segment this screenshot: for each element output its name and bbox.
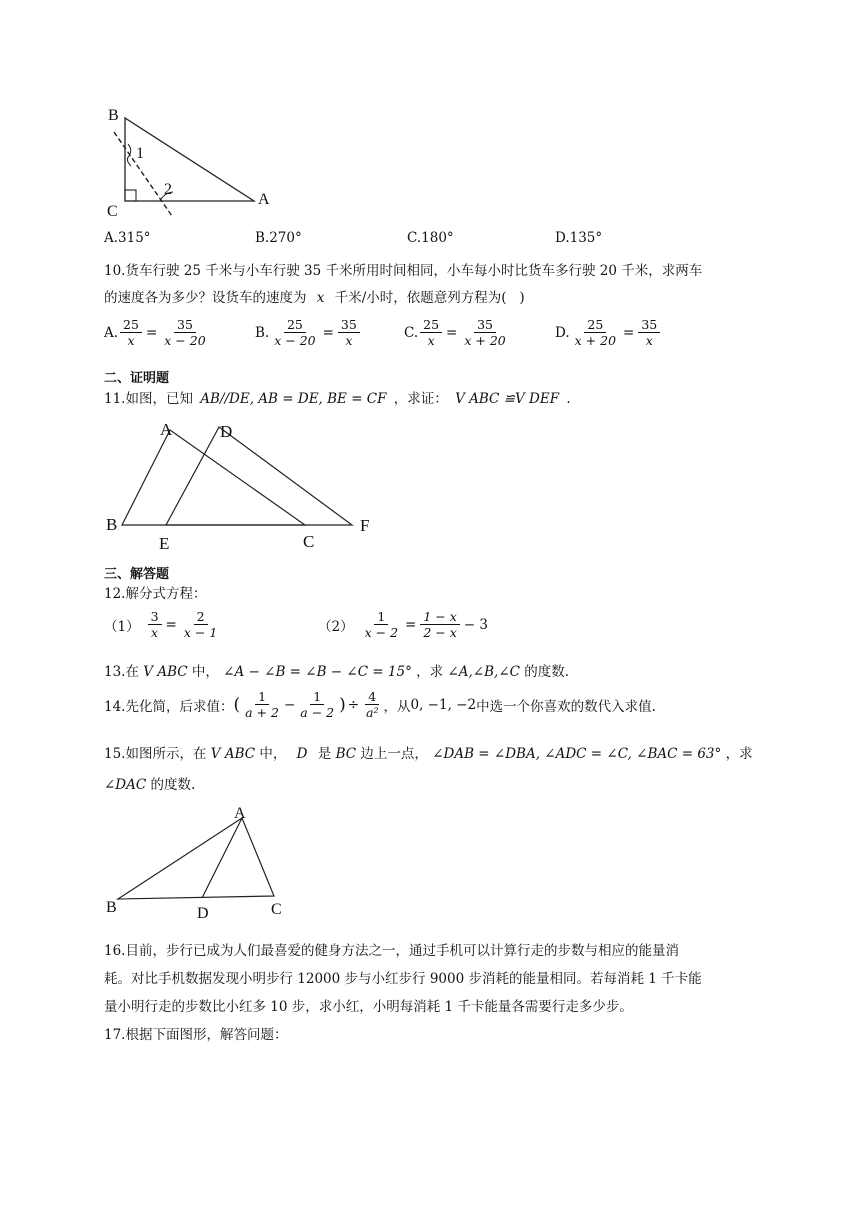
numerator: 1 [255, 690, 269, 705]
fraction [338, 318, 360, 347]
denominator: 2 − x [423, 625, 457, 641]
q12-part2: （2） $\frac{1}{x - 2}$ = $\frac{1 - x}{2 - x}$ − 3 [318, 609, 488, 641]
q9-option-b: B.270° [255, 230, 302, 246]
q15-triangle-abc [118, 818, 274, 899]
q13-text [104, 660, 569, 680]
q13-expression: ∠A − ∠B = ∠B − ∠C = 15° [223, 664, 412, 680]
q15-triangle: V ABC [210, 746, 256, 762]
q9-label-a: A [258, 191, 270, 208]
q9-label-b: B [108, 107, 119, 124]
numerator: 35 [174, 318, 196, 333]
denominator: x [151, 625, 159, 641]
q11-triangle-abc [122, 430, 305, 525]
fraction [181, 610, 220, 639]
q14-text: 14.先化简，后求值： ( $\frac{1}{a + 2}$ − $\frac{1}{a - 2}$ ) ÷ $\frac{4}{\text{a²}}$ ，从 0, −1, −2 中选一个你喜欢的数代入求值. [104, 689, 656, 721]
q12-p2-tail: − 3 [463, 616, 488, 633]
q17-text: 17.根据下面图形，解答问题： [104, 1027, 288, 1043]
denominator: a² [366, 705, 379, 721]
q11-label-c: C [303, 532, 315, 551]
fraction [148, 610, 162, 639]
q11-label-e: E [159, 534, 170, 553]
q11-triangles-figure [104, 416, 384, 554]
q10-option-d: D. $\frac{25}{x + 20}$ = $\frac{35}{x}$ [555, 318, 662, 347]
q15-conditions: ∠DAB = ∠DBA, ∠ADC = ∠C, ∠BAC = 63° [432, 746, 722, 762]
q11-triangle-def [166, 427, 352, 525]
numerator: 1 [310, 690, 324, 705]
q15-label-a: A [234, 805, 246, 822]
denominator: x − 2 [364, 625, 399, 641]
q10-opt-c-label: C. [404, 324, 419, 341]
q14-values: 0, −1, −2 [410, 696, 477, 713]
q13-tail: ，求 [416, 664, 444, 680]
numerator: 35 [338, 318, 360, 333]
q15-mid: 中， [259, 746, 287, 762]
q10-line2 [104, 286, 525, 306]
q13-prefix: 13.在 [104, 664, 139, 680]
q9-triangle-figure [104, 104, 280, 220]
q15-label-b: B [106, 899, 117, 916]
q10-line2-b: 千米/小时，依题意列方程为( ) [334, 290, 525, 306]
q11-goal: V ABC ≌V DEF [455, 391, 560, 407]
q15-line1 [104, 742, 753, 762]
q9-option-c: C.180° [407, 230, 454, 246]
q15-mid3: 边上一点， [360, 746, 428, 762]
denominator: x [427, 333, 435, 349]
fraction [572, 318, 619, 347]
q13-end: 的度数. [524, 664, 570, 680]
denominator: a − 2 [300, 705, 335, 721]
q12-p2-label: （2） [318, 618, 354, 635]
q11-label-f: F [360, 516, 370, 535]
q9-option-a: A.315° [104, 230, 151, 246]
denominator: x − 20 [164, 333, 206, 349]
q15-mid2: 是 [317, 746, 332, 762]
q15-prefix: 15.如图所示，在 [104, 746, 207, 762]
q11-end: . [566, 391, 571, 407]
q13-mid: 中， [191, 664, 219, 680]
q10-option-b: B. $\frac{25}{x - 20}$ = $\frac{35}{x}$ [255, 318, 362, 347]
q14-mid: ，从 [383, 698, 411, 715]
q15-triangle-figure [104, 800, 304, 922]
denominator: x [645, 333, 653, 349]
fraction [271, 318, 318, 347]
numerator: 25 [120, 318, 142, 333]
q10-opt-a-label: A. [104, 324, 119, 341]
q15-side-bc: BC [335, 746, 357, 762]
fraction [363, 690, 381, 719]
q12-title: 12.解分式方程： [104, 586, 207, 602]
q15-label-c: C [271, 901, 282, 918]
section-title-solve: 三、解答题 [104, 567, 170, 582]
numerator: 35 [474, 318, 496, 333]
q15-tail: ，求 [725, 746, 753, 762]
q11-label-a: A [160, 420, 173, 439]
q14-end: 中选一个你喜欢的数代入求值. [476, 698, 656, 715]
numerator: 3 [148, 610, 162, 625]
fraction [297, 690, 337, 719]
q11-label-b: B [106, 515, 118, 534]
fraction [420, 318, 442, 347]
q9-label-c: C [107, 203, 118, 220]
fraction [161, 318, 208, 347]
fraction [638, 318, 660, 347]
fraction [362, 610, 401, 639]
q9-triangle-abc [125, 118, 254, 201]
q10-opt-b-label: B. [255, 324, 270, 341]
q13-angles: ∠A,∠B,∠C [447, 664, 520, 680]
numerator: 1 [374, 610, 388, 625]
q12-part1: （1） $\frac{3}{x}$ = $\frac{2}{x - 1}$ [104, 610, 222, 639]
denominator: x − 1 [183, 625, 218, 641]
denominator: x + 20 [574, 333, 617, 349]
fraction [120, 318, 142, 347]
q10-option-a: A. $\frac{25}{x}$ = $\frac{35}{x - 20}$ [104, 318, 211, 347]
fraction [242, 690, 282, 719]
denominator: a + 2 [245, 705, 279, 721]
q10-option-c: C. $\frac{25}{x}$ = $\frac{35}{x + 20}$ [404, 318, 511, 347]
q15-end: 的度数. [150, 777, 196, 793]
denominator: x [127, 333, 135, 349]
q11-text [104, 387, 571, 407]
numerator: 25 [284, 318, 306, 333]
q13-triangle: V ABC [143, 664, 188, 680]
q12-p1-label: （1） [104, 618, 140, 635]
q15-segment-ad [202, 818, 242, 898]
numerator: 25 [584, 318, 606, 333]
denominator: x − 20 [274, 333, 316, 349]
q9-option-d: D.135° [555, 230, 603, 246]
q15-label-d: D [197, 905, 209, 922]
q9-label-angle1: 1 [136, 145, 144, 162]
numerator: 1 − x [420, 610, 459, 625]
q11-prefix: 11.如图，已知 [104, 391, 193, 407]
q15-point-d: D [296, 746, 308, 762]
q16-line2: 耗。对比手机数据发现小明步行 12000 步与小红步行 9000 步消耗的能量相同。若每消耗 1 千卡能 [104, 971, 702, 987]
q16-line3: 量小明行走的步数比小红多 10 步，求小红，小明每消耗 1 千卡能量各需要行走多少步。 [104, 999, 633, 1015]
q11-conditions: AB//DE, AB = DE, BE = CF [200, 391, 387, 407]
q15-ask-angle: ∠DAC [104, 777, 147, 793]
q9-label-angle2: 2 [164, 181, 172, 198]
q10-var-x: x [316, 290, 325, 306]
q10-opt-d-label: D. [555, 324, 570, 341]
numerator: 25 [420, 318, 442, 333]
numerator: 2 [194, 610, 208, 625]
q9-right-angle-mark [125, 190, 136, 201]
numerator: 35 [638, 318, 660, 333]
q10-line1: 10.货车行驶 25 千米与小车行驶 35 千米所用时间相同，小车每小时比货车多行驶 20 千米，求两车 [104, 263, 703, 279]
section-title-proof: 二、证明题 [104, 371, 170, 386]
q11-mid: ，求证： [393, 391, 448, 407]
q16-line1: 16.目前，步行已成为人们最喜爱的健身方法之一，通过手机可以计算行走的步数与相应的能量消 [104, 943, 679, 959]
q10-line2-a: 的速度各为多少？设货车的速度为 [104, 290, 307, 306]
denominator: x [345, 333, 353, 349]
q15-line2 [104, 773, 195, 793]
fraction [420, 610, 459, 639]
q11-label-d: D [220, 422, 233, 441]
q14-prefix: 14.先化简，后求值： [104, 698, 234, 715]
denominator: x + 20 [464, 333, 506, 349]
numerator: 4 [365, 690, 379, 705]
fraction [461, 318, 508, 347]
